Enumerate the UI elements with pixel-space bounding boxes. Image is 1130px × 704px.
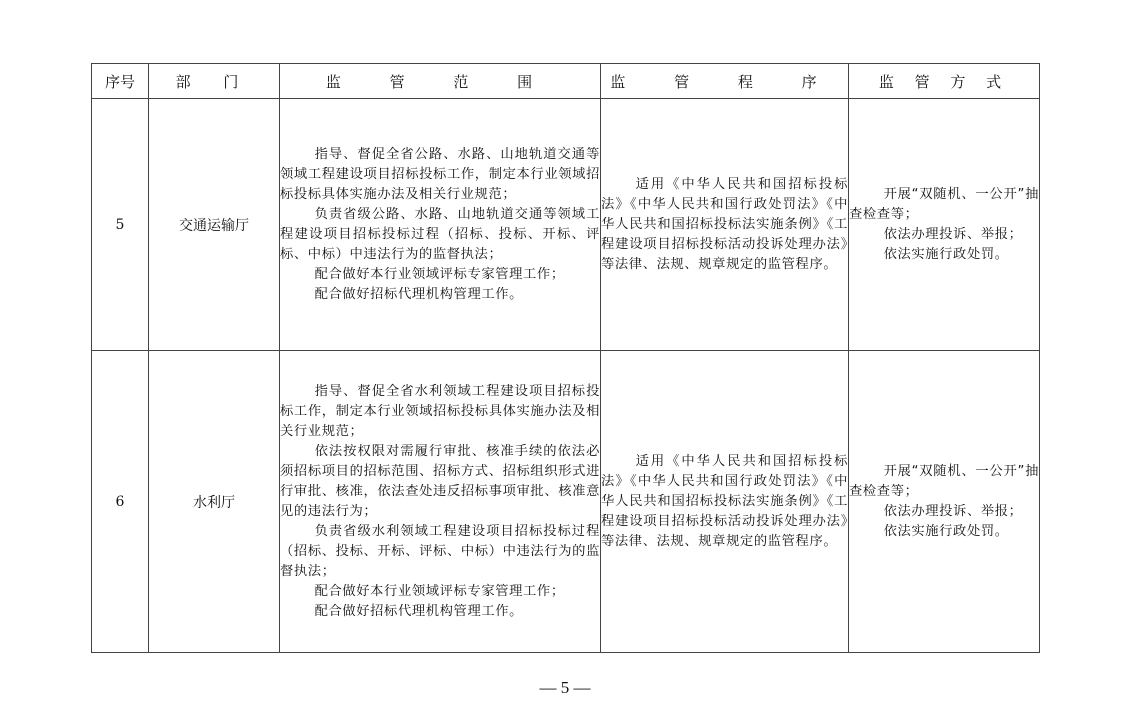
scope-cell: [280, 99, 601, 351]
row-number: 6: [92, 351, 149, 653]
method-cell: [849, 99, 1040, 351]
supervision-table: [91, 63, 1040, 653]
scope-paragraph: 配合做好本行业领域评标专家管理工作；: [314, 266, 565, 282]
row-number: 5: [92, 99, 149, 351]
scope-paragraph: 依法按权限对需履行审批、核准手续的依法必须招标项目的招标范围、招标方式、招标组织形式进行审批、核准，依法查处违反招标事项审批、核准意见的违法行为；: [280, 443, 600, 519]
procedure-paragraph: 适用《中华人民共和国招标投标法》《中华人民共和国行政处罚法》《中华人民共和国招标投标法实施条例》《工程建设项目招标投标活动投诉处理办法》等法律、法规、规章规定的监管程序。: [601, 453, 848, 549]
method-cell: [849, 351, 1040, 653]
table-header-row: [92, 64, 1040, 99]
method-paragraph: 开展“双随机、一公开”抽查检查等；: [849, 186, 1039, 222]
scope-paragraph: 配合做好本行业领域评标专家管理工作；: [314, 583, 565, 599]
method-paragraph: 依法办理投诉、举报；: [883, 503, 1023, 519]
page-number: — 5 —: [539, 678, 591, 697]
department: 水利厅: [149, 351, 280, 653]
scope-paragraph: 指导、督促全省公路、水路、山地轨道交通等领域工程建设项目招标投标工作，制定本行业领域招标投标具体实施办法及相关行业规范；: [280, 146, 600, 202]
method-paragraph: 依法实施行政处罚。: [883, 246, 1009, 262]
method-paragraph: 开展“双随机、一公开”抽查检查等；: [849, 463, 1039, 499]
header-dept: 部 门: [149, 64, 280, 99]
scope-cell: [280, 351, 601, 653]
scope-paragraph: 配合做好招标代理机构管理工作。: [314, 603, 524, 619]
header-scope: 监 管 范 围: [280, 64, 601, 99]
procedure-cell: [601, 351, 849, 653]
procedure-cell: [601, 99, 849, 351]
method-paragraph: 依法办理投诉、举报；: [883, 226, 1023, 242]
header-procedure: 监 管 程 序: [601, 64, 849, 99]
scope-paragraph: 配合做好招标代理机构管理工作。: [314, 286, 524, 302]
department: 交通运输厅: [149, 99, 280, 351]
method-paragraph: 依法实施行政处罚。: [883, 523, 1009, 539]
scope-paragraph: 负责省级公路、水路、山地轨道交通等领域工程建设项目招标投标过程（招标、投标、开标、评标、中标）中违法行为的监督执法；: [280, 206, 600, 262]
table-row: [92, 99, 1040, 351]
table-row: [92, 351, 1040, 653]
scope-paragraph: 负责省级水利领域工程建设项目招标投标过程（招标、投标、开标、评标、中标）中违法行为的监督执法；: [280, 523, 600, 579]
header-no: 序号: [92, 64, 149, 99]
scope-paragraph: 指导、督促全省水利领域工程建设项目招标投标工作，制定本行业领域招标投标具体实施办法及相关行业规范；: [280, 383, 600, 439]
procedure-paragraph: 适用《中华人民共和国招标投标法》《中华人民共和国行政处罚法》《中华人民共和国招标投标法实施条例》《工程建设项目招标投标活动投诉处理办法》等法律、法规、规章规定的监管程序。: [601, 176, 848, 272]
header-method: 监 管 方 式: [849, 64, 1040, 99]
